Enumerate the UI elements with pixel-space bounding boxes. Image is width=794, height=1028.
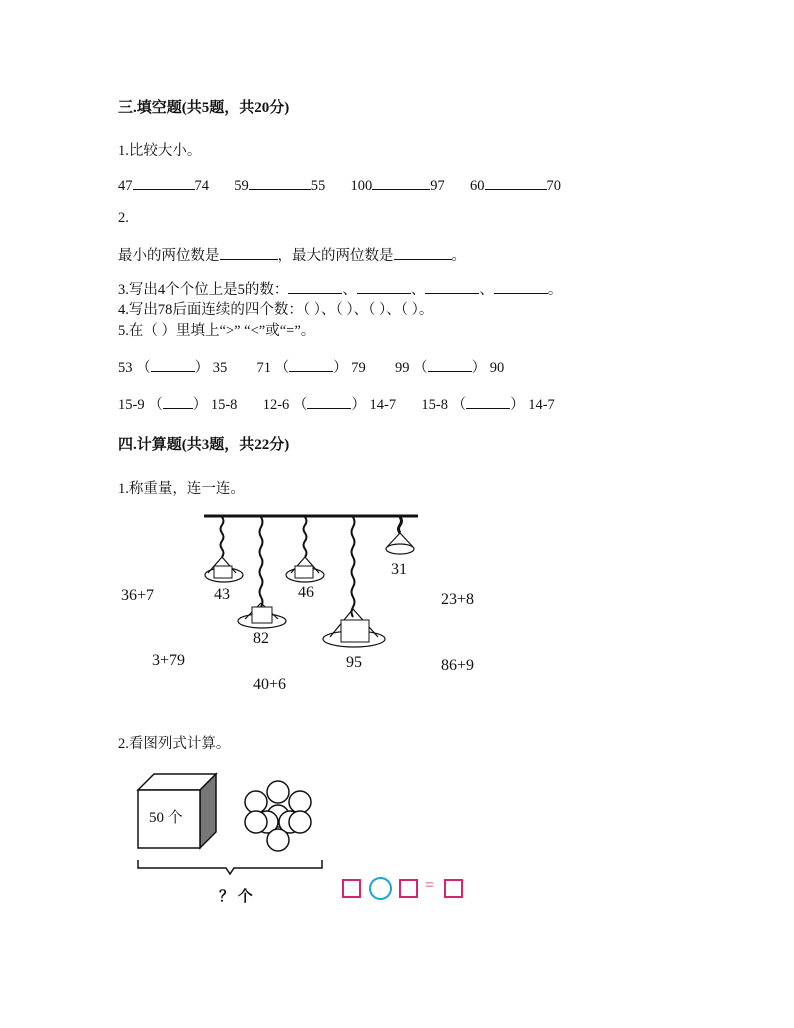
q5-lparen: （ (274, 360, 290, 376)
q5-lparen: （ (292, 397, 308, 413)
q5-r2-left-1: 15-9 (118, 397, 145, 413)
weight-label-82: 82 (253, 630, 269, 647)
q5-rparen: ） (194, 360, 210, 376)
q2-sep: ，最大的两位数是 (277, 248, 394, 264)
q1-pair-1-left: 47 (118, 178, 133, 194)
q1-pair-2-left: 59 (234, 178, 249, 194)
q5-row-2 (118, 393, 555, 414)
q5-r1-left-1: 53 (118, 360, 133, 376)
q1-pair-4-left: 60 (470, 178, 485, 194)
q1-blank-1[interactable] (133, 175, 195, 190)
weight-label-31: 31 (391, 561, 407, 578)
section-3-title: 三.填空题(共5题，共20分) (118, 100, 290, 116)
weight-object-95 (341, 620, 369, 642)
q5-rparen: ） (192, 397, 208, 413)
rope-46 (304, 517, 307, 557)
q5-r2-left-3: 15-8 (421, 397, 448, 413)
expression-36-plus-7[interactable]: 36+7 (121, 587, 155, 604)
weight-label-95: 95 (346, 654, 362, 671)
q3-end: 。 (547, 282, 563, 298)
q3-sep-1: 、 (342, 282, 357, 298)
q5-r1-blank-1[interactable] (151, 357, 195, 372)
ball-icon (267, 781, 289, 803)
rope-95 (352, 517, 355, 617)
pan-31 (386, 544, 414, 554)
rope-31 (399, 517, 402, 533)
q5-lparen: （ (413, 360, 428, 376)
q5-r2-right-2: 14-7 (369, 397, 397, 413)
q2-blank-1[interactable] (220, 245, 278, 260)
answer-square-result[interactable] (444, 879, 463, 898)
q5-label: 5.在（ ）里填上“>” “<”或“=”。 (118, 323, 316, 339)
weight-object-46 (295, 566, 313, 578)
q5-r2-left-2: 12-6 (262, 397, 290, 413)
q2-row (118, 244, 466, 265)
q3-blank-2[interactable] (357, 279, 411, 294)
q5-r2-blank-3[interactable] (466, 394, 510, 409)
q5-r1-blank-3[interactable] (428, 357, 472, 372)
rope-43 (221, 517, 224, 557)
q5-lparen: （ (136, 360, 151, 376)
section-4-title: 四.计算题(共3题，共22分) (118, 437, 290, 453)
q1-pair-4-right: 70 (546, 178, 561, 194)
q3-blank-4[interactable] (494, 279, 548, 294)
expression-40-plus-6[interactable]: 40+6 (253, 676, 287, 693)
q5-lparen: （ (451, 397, 467, 413)
q5-r1-left-3: 99 (395, 360, 410, 376)
ball-icon (245, 811, 267, 833)
q2-end: 。 (451, 248, 466, 264)
q5-lparen: （ (148, 397, 163, 413)
equals-sign: = (425, 877, 435, 894)
q3-blank-1[interactable] (288, 279, 342, 294)
q1-pair-1-right: 74 (194, 178, 209, 194)
q1-pair-3-left: 100 (350, 178, 373, 194)
q5-r2-right-3: 14-7 (528, 397, 555, 413)
weight-object-43 (214, 566, 232, 578)
brace-label: ？ 个 (219, 889, 253, 905)
expression-23-plus-8[interactable]: 23+8 (441, 591, 475, 608)
answer-square-1[interactable] (342, 879, 361, 898)
q1-blank-2[interactable] (249, 175, 311, 190)
ball-icon (267, 829, 289, 851)
q4-row: 4.写出78后面连续的四个数：（ ）、（ ）、（ ）、（ ）。 (118, 302, 434, 318)
q5-r2-right-1: 15-8 (210, 397, 238, 413)
q5-r2-blank-1[interactable] (163, 394, 193, 409)
weight-label-46: 46 (298, 584, 314, 601)
expression-86-plus-9[interactable]: 86+9 (441, 657, 475, 674)
box-and-balls-figure (130, 770, 340, 885)
calc-q2-label: 2.看图列式计算。 (118, 736, 231, 752)
q2-label: 2. (118, 210, 129, 226)
q5-r1-right-3: 90 (489, 360, 505, 376)
q1-pair-2-right: 55 (310, 178, 326, 194)
q5-rparen: ） (510, 397, 525, 413)
q5-rparen: ） (471, 360, 487, 376)
calc-q1-label: 1.称重量，连一连。 (118, 481, 245, 497)
answer-square-2[interactable] (399, 879, 418, 898)
q5-rparen: ） (351, 397, 366, 413)
q5-row-1 (118, 356, 504, 377)
q5-rparen: ） (333, 360, 348, 376)
q3-row (118, 278, 562, 299)
weight-label-43: 43 (214, 586, 230, 603)
q1-compare-row (118, 175, 561, 195)
q1-pair-3-right: 97 (430, 178, 445, 194)
q1-label: 1.比较大小。 (118, 143, 202, 159)
operator-circle[interactable] (369, 877, 392, 900)
q5-r1-right-1: 35 (212, 360, 228, 376)
q5-r1-right-2: 79 (351, 360, 366, 376)
q5-r1-blank-2[interactable] (289, 357, 333, 372)
q2-part-a: 最小的两位数是 (118, 248, 220, 264)
brace (138, 860, 322, 874)
q3-blank-3[interactable] (425, 279, 479, 294)
q5-r2-blank-2[interactable] (307, 394, 351, 409)
ball-icon (289, 811, 311, 833)
q3-label: 3.写出4个个位上是5的数： (118, 282, 289, 298)
q3-sep-3: 、 (479, 282, 494, 298)
ball-icon (245, 791, 267, 813)
q1-blank-3[interactable] (372, 175, 430, 190)
ball-icon (289, 791, 311, 813)
rope-82 (260, 517, 263, 617)
q2-blank-2[interactable] (394, 245, 452, 260)
q3-sep-2: 、 (410, 282, 426, 298)
q5-r1-left-2: 71 (256, 360, 271, 376)
box-label: 50 个 (149, 810, 183, 826)
expression-3-plus-79[interactable]: 3+79 (152, 652, 186, 669)
weight-object-82 (252, 607, 272, 623)
q1-blank-4[interactable] (485, 175, 547, 190)
